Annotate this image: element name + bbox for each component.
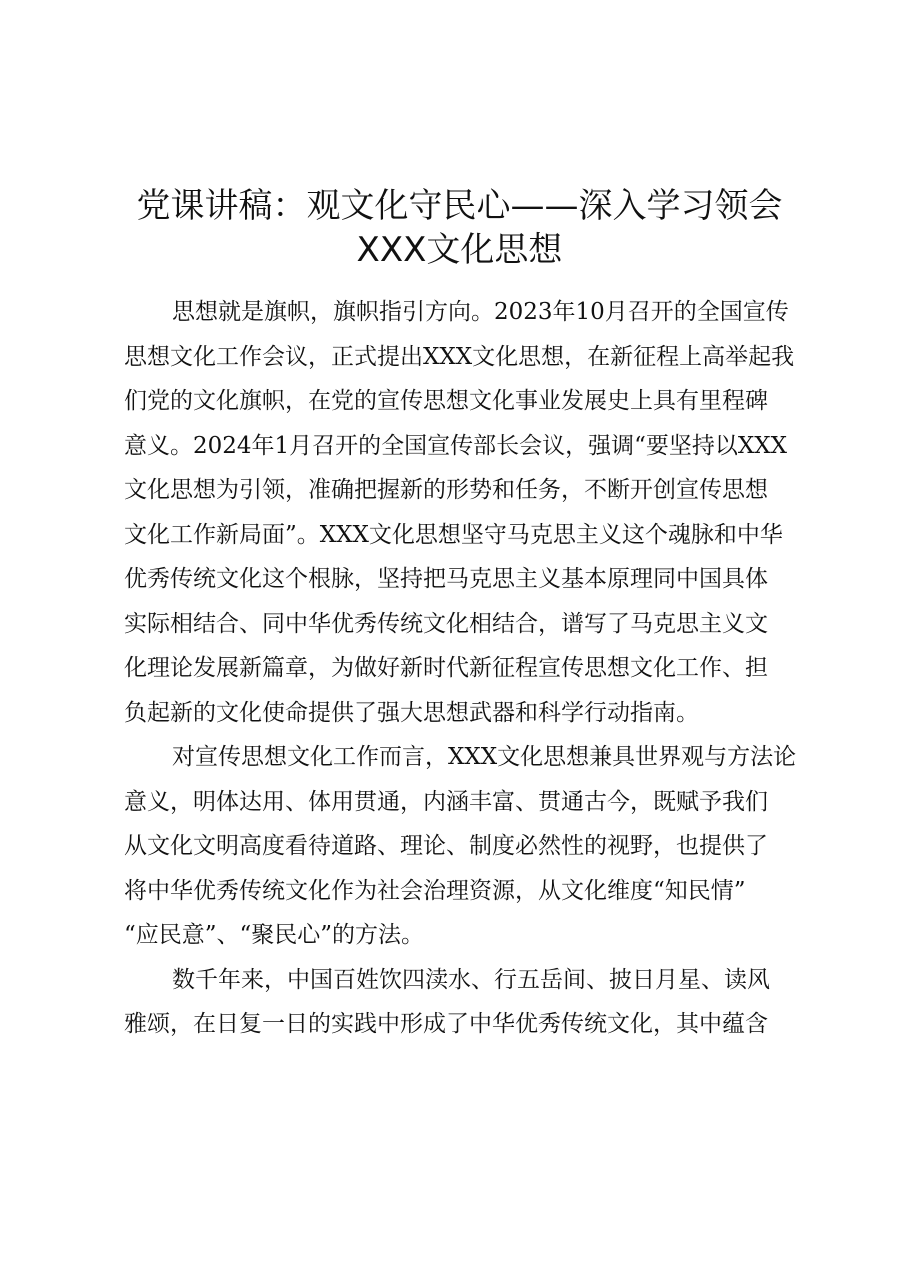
document-body	[124, 290, 824, 1047]
paragraph-line: 从文化文明高度看待道路、理论、制度必然性的视野，也提供了	[124, 833, 768, 859]
paragraph-line: 们党的文化旗帜，在党的宣传思想文化事业发展史上具有里程碑	[124, 388, 768, 414]
paragraph-2	[124, 735, 824, 958]
paragraph-line: 思想就是旗帜，旗帜指引方向。2023年10月召开的全国宣传	[172, 299, 789, 325]
paragraph-line: 化理论发展新篇章，为做好新时代新征程宣传思想文化工作、担	[124, 655, 768, 681]
document-title	[100, 183, 819, 272]
paragraph-1	[124, 290, 824, 735]
paragraph-line: 数千年来，中国百姓饮四渎水、行五岳间、披日月星、读风	[172, 966, 770, 993]
title-line: XXX文化思想	[356, 230, 563, 271]
paragraph-line: 将中华优秀传统文化作为社会治理资源，从文化维度“知民情”	[124, 877, 746, 904]
paragraph-3	[124, 958, 824, 1047]
paragraph-line: 负起新的文化使命提供了强大思想武器和科学行动指南。	[124, 699, 699, 726]
paragraph-line: 文化思想为引领，准确把握新的形势和任务，不断开创宣传思想	[124, 477, 768, 503]
paragraph-line: 实际相结合、同中华优秀传统文化相结合，谱写了马克思主义文	[124, 610, 768, 637]
paragraph-line: 思想文化工作会议，正式提出XXX文化思想，在新征程上高举起我	[124, 343, 795, 370]
paragraph-line: 意义。2024年1月召开的全国宣传部长会议，强调“要坚持以XXX	[124, 432, 788, 459]
paragraph-line: 文化工作新局面”。XXX文化思想坚守马克思主义这个魂脉和中华	[124, 521, 783, 548]
paragraph-line: “应民意”、“聚民心”的方法。	[124, 922, 425, 948]
paragraph-line: 意义，明体达用、体用贯通，内涵丰富、贯通古今，既赋予我们	[124, 788, 768, 815]
paragraph-line: 对宣传思想文化工作而言，XXX文化思想兼具世界观与方法论	[172, 744, 797, 770]
title-line: 党课讲稿：观文化守民心——深入学习领会	[136, 185, 783, 226]
paragraph-line: 优秀传统文化这个根脉，坚持把马克思主义基本原理同中国具体	[124, 566, 768, 592]
paragraph-line: 雅颂，在日复一日的实践中形成了中华优秀传统文化，其中蕴含	[124, 1011, 768, 1037]
